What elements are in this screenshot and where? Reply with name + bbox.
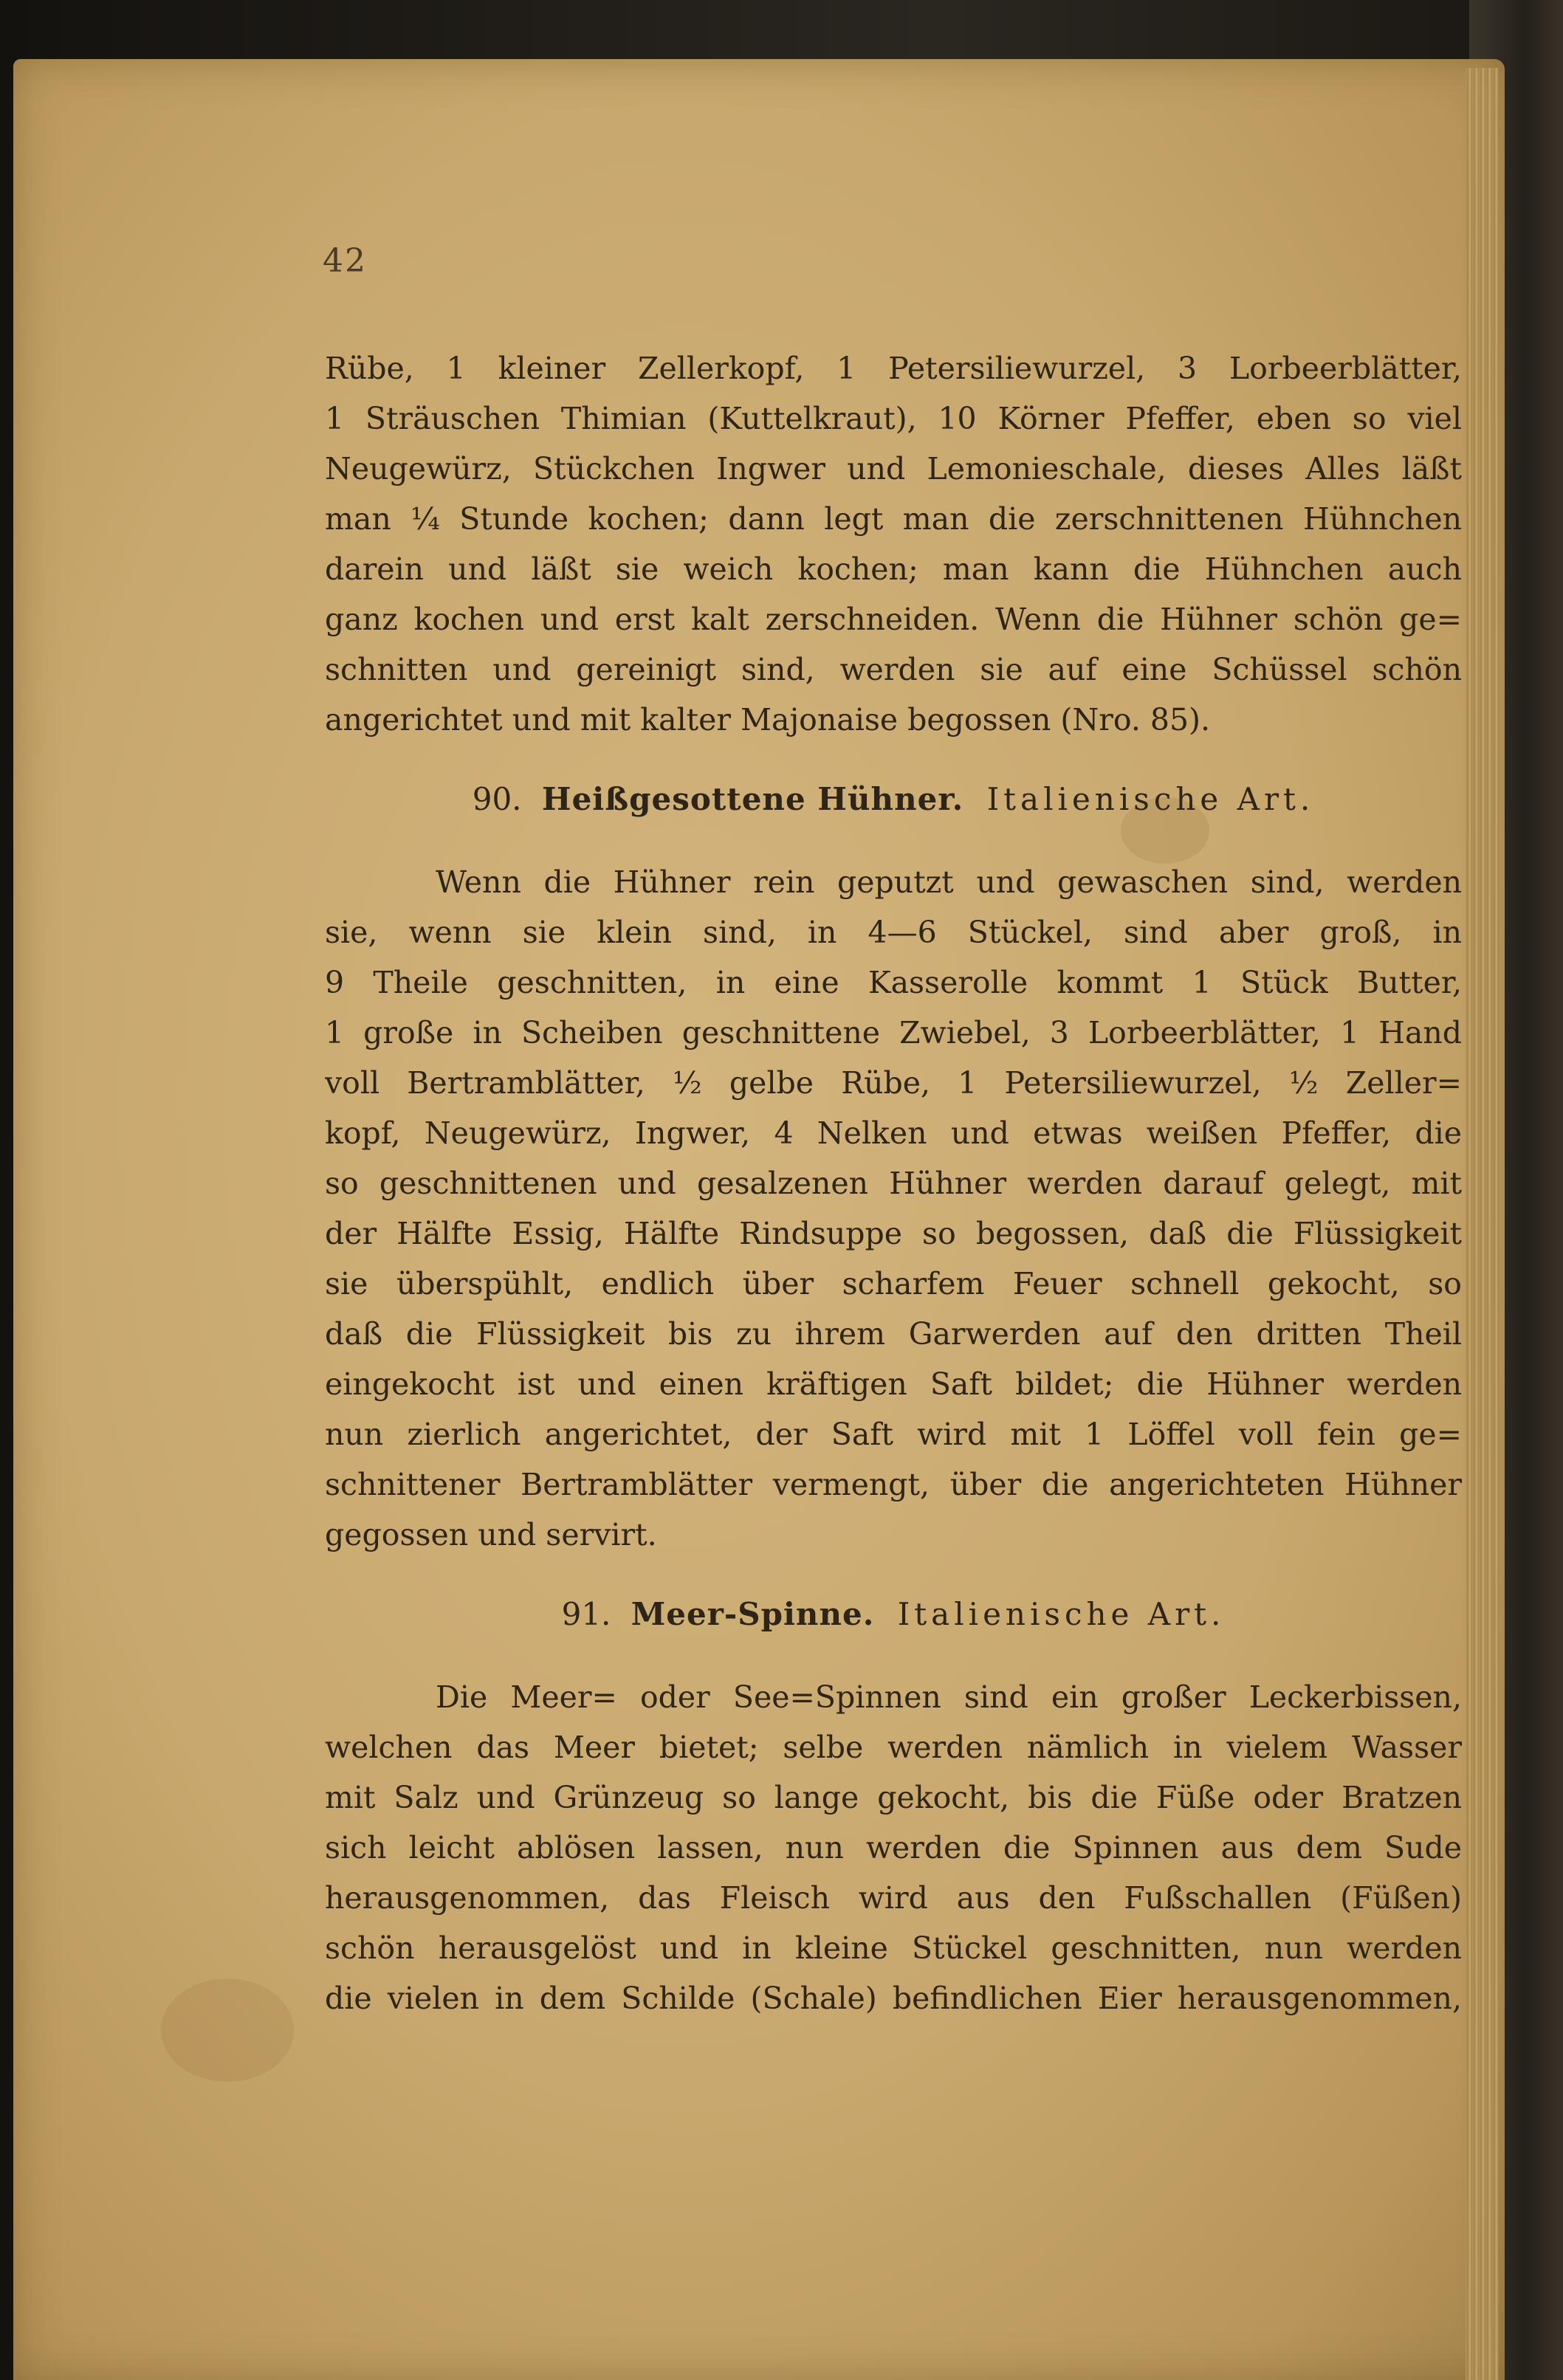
recipe-body-91 xyxy=(325,1672,1462,2023)
text-line: eingekocht ist und einen kräftigen Saft bildet; die Hühner werden xyxy=(325,1366,1462,1402)
text-line: schön herausgelöst und in kleine Stückel geschnitten, nun werden xyxy=(325,1930,1462,1966)
text-line: welchen das Meer bietet; selbe werden nämlich in vielem Wasser xyxy=(325,1730,1462,1765)
paper-stain xyxy=(161,1978,294,2082)
text-line: 1 große in Scheiben geschnittene Zwiebel, 3 Lorbeerblätter, 1 Hand xyxy=(325,1015,1462,1050)
text-line: sich leicht ablösen lassen, nun werden die Spinnen aus dem Sude xyxy=(325,1830,1462,1865)
text-line: gegossen und servirt. xyxy=(325,1517,657,1552)
text-line: schnittener Bertramblätter vermengt, über die angerichteten Hühner xyxy=(325,1467,1462,1502)
paragraph-continued xyxy=(325,343,1462,745)
text-line: mit Salz und Grünzeug so lange gekocht, bis die Füße oder Bratzen xyxy=(325,1780,1462,1815)
text-line: der Hälfte Essig, Hälfte Rindsuppe so begossen, daß die Flüssigkeit xyxy=(325,1216,1462,1251)
text-line: voll Bertramblätter, ½ gelbe Rübe, 1 Petersiliewurzel, ½ Zeller= xyxy=(325,1065,1462,1101)
recipe-body-90 xyxy=(325,857,1462,1560)
text-line: nun zierlich angerichtet, der Saft wird mit 1 Löffel voll fein ge= xyxy=(325,1417,1462,1452)
text-line: sie überspühlt, endlich über scharfem Feuer schnell gekocht, so xyxy=(325,1266,1462,1301)
text-line: Neugewürz, Stückchen Ingwer und Lemonieschale, dieses Alles läßt xyxy=(325,451,1462,486)
text-line: herausgenommen, das Fleisch wird aus den Fußschallen (Füßen) xyxy=(325,1880,1462,1916)
recipe-subtitle: Italienische Art. xyxy=(897,1596,1226,1632)
text-line: man ¼ Stunde kochen; dann legt man die zerschnittenen Hühnchen xyxy=(325,501,1462,537)
text-line: 1 Sträuschen Thimian (Kuttelkraut), 10 Körner Pfeffer, eben so viel xyxy=(325,401,1462,436)
text-line: daß die Flüssigkeit bis zu ihrem Garwerden auf den dritten Theil xyxy=(325,1316,1462,1352)
page-text xyxy=(325,343,1462,2023)
text-line: so geschnittenen und gesalzenen Hühner werden darauf gelegt, mit xyxy=(325,1166,1462,1201)
text-line: sie, wenn sie klein sind, in 4—6 Stückel, sind aber groß, in xyxy=(325,915,1462,950)
page-number: 42 xyxy=(323,242,367,280)
recipe-heading-91 xyxy=(325,1589,1462,1640)
recipe-subtitle: Italienische Art. xyxy=(986,781,1315,817)
page-edge-stack xyxy=(1466,68,1499,2380)
text-line: Die Meer= oder See=Spinnen sind ein großer Leckerbissen, xyxy=(436,1679,1462,1715)
text-line: die vielen in dem Schilde (Schale) befindlichen Eier herausgenommen, xyxy=(325,1981,1462,2016)
text-line: ganz kochen und erst kalt zerschneiden. Wenn die Hühner schön ge= xyxy=(325,602,1462,637)
recipe-title: Heißgesottene Hühner. xyxy=(541,781,964,817)
recipe-title: Meer-Spinne. xyxy=(631,1596,875,1632)
recipe-number: 90. xyxy=(472,781,522,817)
text-line: 9 Theile geschnitten, in eine Kasserolle kommt 1 Stück Butter, xyxy=(325,965,1462,1000)
text-line: Rübe, 1 kleiner Zellerkopf, 1 Petersiliewurzel, 3 Lorbeerblätter, xyxy=(325,351,1462,386)
text-line: kopf, Neugewürz, Ingwer, 4 Nelken und etwas weißen Pfeffer, die xyxy=(325,1115,1462,1151)
text-line: angerichtet und mit kalter Majonaise begossen (Nro. 85). xyxy=(325,702,1211,737)
recipe-heading-90 xyxy=(325,774,1462,825)
recipe-number: 91. xyxy=(561,1596,611,1632)
text-line: darein und läßt sie weich kochen; man kann die Hühnchen auch xyxy=(325,551,1462,587)
text-line: Wenn die Hühner rein geputzt und gewaschen sind, werden xyxy=(436,864,1462,900)
text-line: schnitten und gereinigt sind, werden sie auf eine Schüssel schön xyxy=(325,652,1462,687)
